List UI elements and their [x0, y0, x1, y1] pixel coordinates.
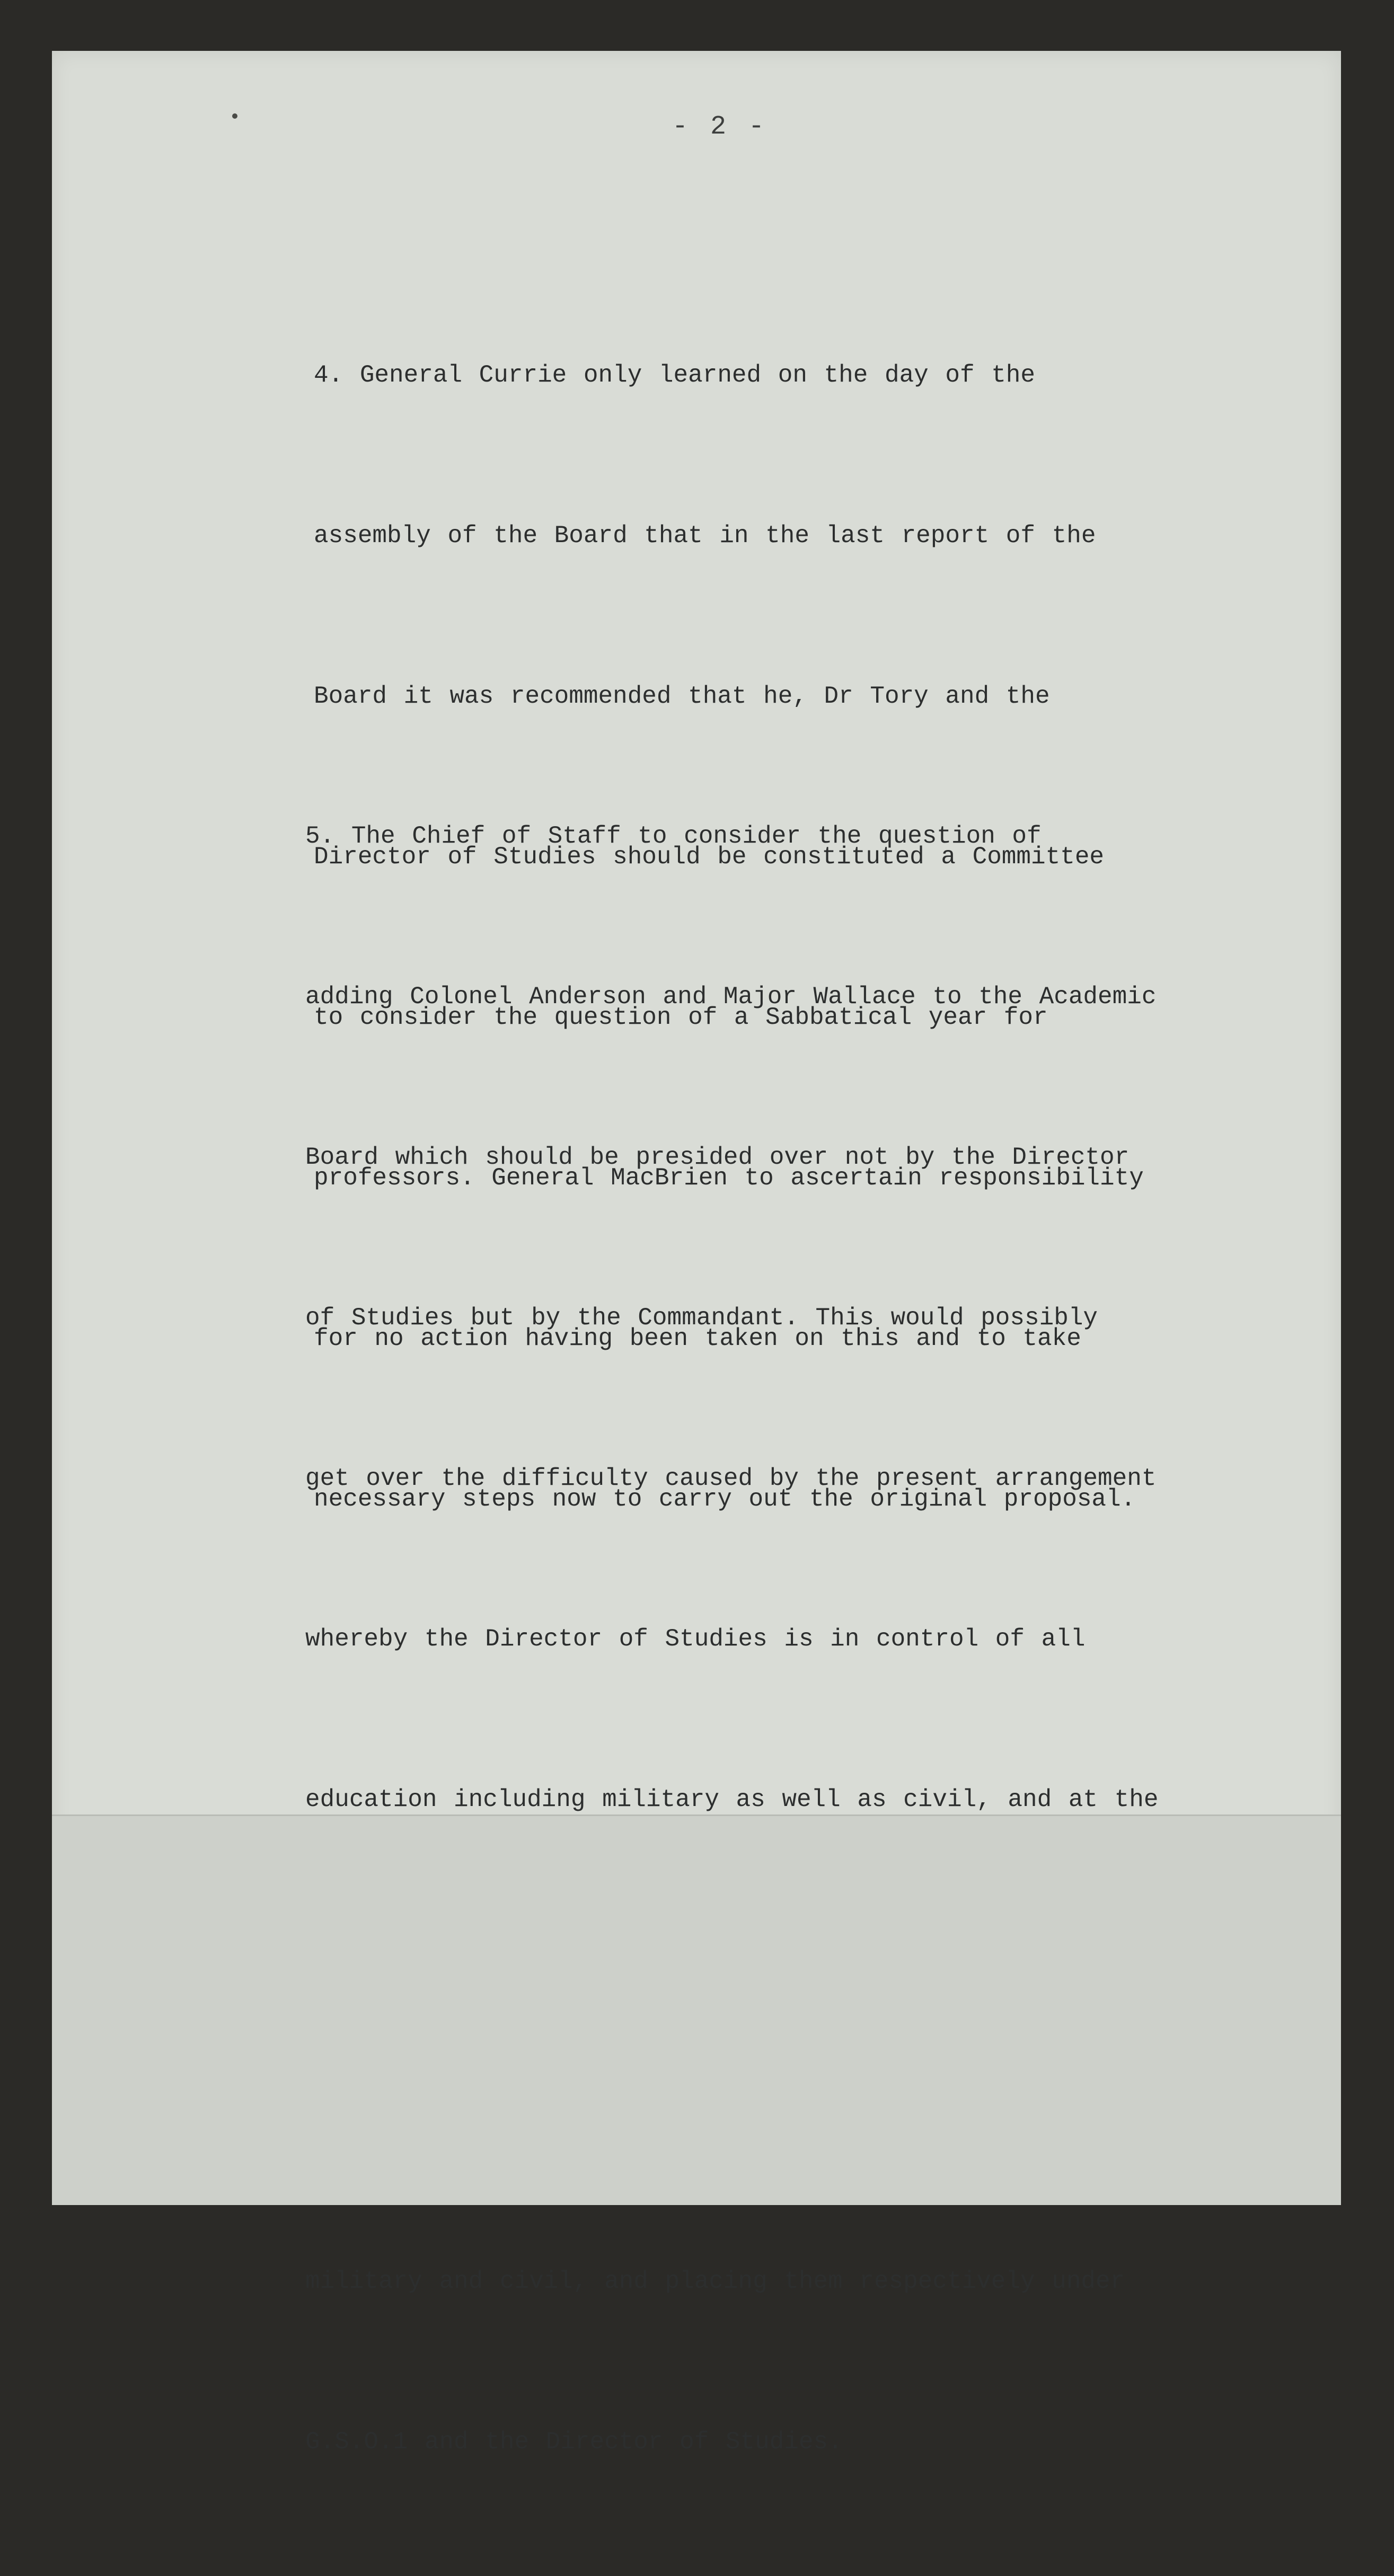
text-line: of Studies but by the Commandant. This would possibly: [305, 1304, 1098, 1332]
text-line: 5. The Chief of Staff to consider the question of: [305, 822, 1042, 850]
text-line: Board it was recommended that he, Dr Tory and the: [314, 683, 1050, 710]
text-line: adding Colonel Anderson and Major Wallace to the Academic: [305, 983, 1157, 1011]
text-line: Director of Studies should be constituted a Committee: [314, 843, 1105, 871]
text-line: education including military as well as civil, and at the: [305, 1786, 1159, 1813]
text-line: G.S.O.1 and the Director of Studies.: [305, 2428, 843, 2456]
text-line: professors. General MacBrien to ascertain responsibility: [314, 1164, 1144, 1192]
text-line: whereby the Director of Studies is in control of all: [305, 1625, 1086, 1653]
text-line: necessary steps now to carry out the original proposal.: [314, 1485, 1136, 1513]
paragraph-5: [305, 703, 1312, 2576]
text-line: Board which should be presided over not by the Director: [305, 1144, 1130, 1171]
text-line: to consider the question of a Sabbatical year for: [314, 1004, 1048, 1031]
document-page: [52, 51, 1341, 2456]
text-line: 4. General Currie only learned on the day of the: [314, 361, 1036, 389]
paper-fold: [52, 1814, 1341, 2205]
text-line: for no action having been taken on this and to take: [314, 1325, 1081, 1352]
text-line: assembly of the Board that in the last report of the: [314, 522, 1096, 550]
text-line: get over the difficulty caused by the present arrangement: [305, 1465, 1157, 1492]
ink-speck: [232, 113, 237, 119]
page-number: - 2 -: [672, 112, 768, 142]
text-line: military and civil, and placing them respectively under: [305, 2268, 1125, 2295]
